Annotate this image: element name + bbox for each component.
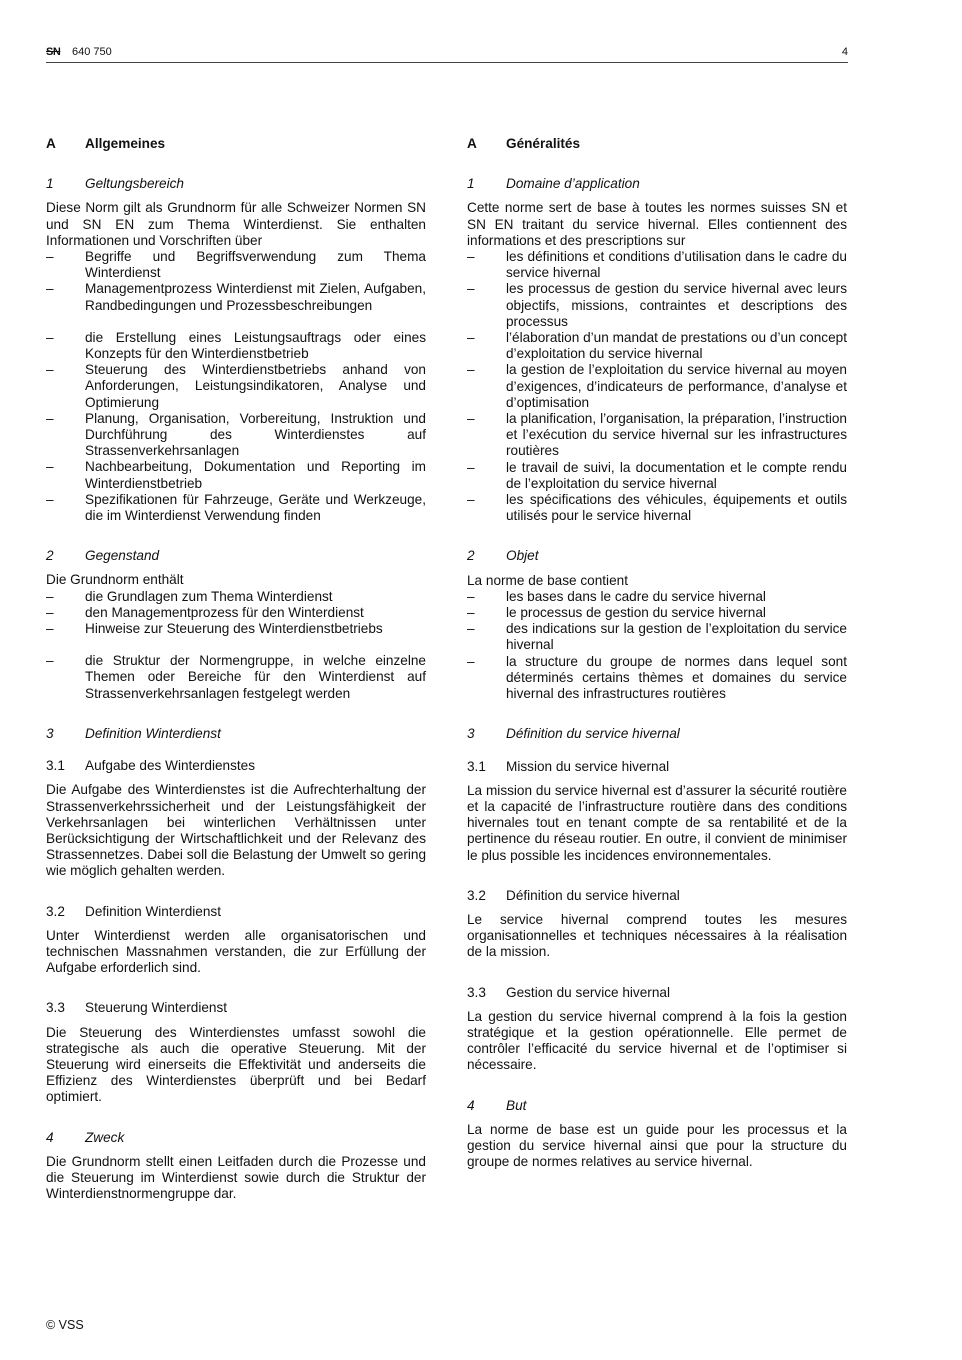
- dash-bullet-icon: –: [467, 281, 475, 297]
- list-item: [46, 281, 426, 313]
- section-number: 2: [467, 548, 475, 564]
- section-intro: La norme de base contient: [467, 572, 628, 588]
- dash-bullet-icon: –: [467, 492, 475, 508]
- list-item: [467, 281, 847, 330]
- document-number: 640 750: [72, 46, 112, 58]
- sn-logo: SN: [46, 46, 61, 58]
- list-item-text: des indications sur la gestion de l’exploitation du service hivernal: [506, 621, 847, 653]
- dash-bullet-icon: –: [467, 621, 475, 637]
- list-item: [46, 589, 426, 605]
- list-item: [46, 330, 426, 362]
- subsection-heading: [46, 758, 426, 774]
- list-item-text: die Struktur der Normengruppe, in welche einzelne Themen oder Bereiche für den Winterdienst auf Strassenverkehrsanlagen festgelegt werden: [85, 653, 426, 701]
- dash-bullet-icon: –: [46, 249, 54, 265]
- copyright-footer: © VSS: [46, 1318, 84, 1332]
- list-item-text: die Grundlagen zum Thema Winterdienst: [85, 588, 333, 604]
- subsection-heading: [46, 904, 426, 920]
- list-item: [46, 653, 426, 702]
- dash-bullet-icon: –: [46, 329, 54, 345]
- list-item: [467, 605, 847, 621]
- subsection-number: 3.1: [46, 758, 65, 774]
- dash-bullet-icon: –: [467, 588, 475, 604]
- section-number: 3: [467, 726, 475, 742]
- paragraph: Die Steuerung des Winterdienstes umfasst sowohl die strategische als auch die operative Steuerung. Mit der Steuerung wird einerseits die Effektivität und anderseits die Effizienz des Winterdienstes überprüft und bei Bedarf optimiert.: [46, 1024, 426, 1105]
- subsection-heading: [467, 985, 847, 1001]
- list-item: [467, 249, 847, 281]
- section-title: But: [506, 1097, 527, 1113]
- list-item: [46, 411, 426, 460]
- part-number: A: [467, 136, 477, 151]
- list-item: [467, 362, 847, 411]
- section-number: 2: [46, 548, 54, 564]
- section-number: 1: [467, 176, 475, 192]
- section-title: Domaine d’application: [506, 176, 640, 192]
- section-heading: [46, 548, 426, 564]
- paragraph: La gestion du service hivernal comprend à la fois la gestion stratégique et la gestion opérationnelle. Elle permet de contrôler l’efficacité du service hivernal et de l’optimiser si nécessaire.: [467, 1008, 847, 1073]
- list-item: [46, 249, 426, 281]
- list-item-text: Planung, Organisation, Vorbereitung, Instruktion und Durchführung des Winterdienstes auf Strassenverkehrsanlagen: [85, 410, 426, 459]
- bullet-list: [46, 589, 426, 702]
- list-item-text: l’élaboration d’un mandat de prestations ou d’un concept d’exploitation du service hivernal: [506, 330, 847, 362]
- list-item: [46, 605, 426, 621]
- section-number: 1: [46, 176, 54, 192]
- paragraph: Die Grundnorm stellt einen Leitfaden durch die Prozesse und die Steuerung im Winterdienst sowie durch die Struktur der Winterdienstnormengruppe dar.: [46, 1153, 426, 1202]
- section-title: Objet: [506, 548, 539, 564]
- part-heading: [467, 136, 847, 152]
- subsection-title: Definition Winterdienst: [85, 903, 221, 919]
- list-item-text: les processus de gestion du service hivernal avec leurs objectifs, missions, contraintes et descriptions des processus: [506, 281, 847, 329]
- dash-bullet-icon: –: [467, 459, 475, 475]
- part-title: Allgemeines: [85, 136, 166, 151]
- list-item: [46, 492, 426, 524]
- subsection-number: 3.2: [46, 903, 65, 919]
- part-heading: [46, 136, 426, 152]
- list-item-text: la structure du groupe de normes dans lequel sont déterminés certains thèmes et domaines du service hivernal des infrastructures routières: [506, 653, 847, 702]
- dash-bullet-icon: –: [46, 281, 54, 297]
- paragraph: Le service hivernal comprend toutes les mesures organisationnelles et techniques nécessaires à la réalisation de la mission.: [467, 911, 847, 960]
- list-item: [467, 492, 847, 524]
- list-item: [467, 589, 847, 605]
- dash-bullet-icon: –: [467, 653, 475, 669]
- subsection-number: 3.3: [46, 1000, 65, 1016]
- section-number: 3: [46, 725, 54, 741]
- subsection-title: Aufgabe des Winterdienstes: [85, 758, 256, 774]
- section-title: Zweck: [85, 1129, 125, 1145]
- section-intro: Diese Norm gilt als Grundnorm für alle Schweizer Normen SN und SN EN zum Thema Winterdienst. Sie enthalten Informationen und Vorschriften über: [46, 200, 426, 248]
- subsection-heading: [467, 888, 847, 904]
- list-item-text: Steuerung des Winterdienstbetriebs anhand von Anforderungen, Leistungsindikatoren, Analyse und Optimierung: [85, 362, 426, 410]
- paragraph: Die Aufgabe des Winterdienstes ist die Aufrechterhaltung der Strassenverkehrssicherheit und der Leistungsfähigkeit der Verkehrsanlagen bei winterlichen Verhältnissen unter Berücksichtigung der Wirtschaftlichkeit und der Relevanz des Strassennetzes. Dabei soll die Belastung der Umwelt so gering wie möglich gehalten werden.: [46, 782, 426, 879]
- section-number: 4: [46, 1129, 54, 1145]
- dash-bullet-icon: –: [467, 411, 475, 427]
- list-item: [467, 621, 847, 653]
- list-item-text: den Managementprozess für den Winterdienst: [85, 604, 364, 620]
- dash-bullet-icon: –: [467, 605, 475, 621]
- subsection-title: Steuerung Winterdienst: [85, 1000, 228, 1016]
- list-item: [467, 654, 847, 703]
- bullet-list: [467, 249, 847, 524]
- section-intro: Die Grundnorm enthält: [46, 572, 184, 588]
- dash-bullet-icon: –: [467, 362, 475, 378]
- subsection-heading: [46, 1000, 426, 1016]
- bullet-list: [467, 589, 847, 702]
- list-item: [467, 460, 847, 492]
- section-title: Definition Winterdienst: [85, 725, 221, 741]
- dash-bullet-icon: –: [46, 588, 54, 604]
- page-number: 4: [841, 46, 848, 58]
- paragraph: La norme de base est un guide pour les processus et la gestion du service hivernal ainsi que pour la structure du groupe de normes relatives au service hivernal.: [467, 1121, 847, 1170]
- dash-bullet-icon: –: [46, 621, 54, 637]
- section-heading: [46, 176, 426, 192]
- list-item-text: Nachbearbeitung, Dokumentation und Reporting im Winterdienstbetrieb: [85, 459, 426, 491]
- part-title: Généralités: [506, 136, 581, 151]
- list-item-text: Spezifikationen für Fahrzeuge, Geräte und Werkzeuge, die im Winterdienst Verwendung finden: [85, 491, 426, 524]
- dash-bullet-icon: –: [46, 491, 54, 507]
- part-number: A: [46, 136, 56, 151]
- german-column: [46, 136, 426, 1202]
- section-title: Geltungsbereich: [85, 176, 184, 192]
- section-heading: [467, 726, 847, 742]
- subsection-title: Définition du service hivernal: [506, 887, 680, 903]
- french-column: [467, 136, 847, 1170]
- dash-bullet-icon: –: [46, 410, 54, 426]
- list-item: [467, 330, 847, 362]
- section-heading: [467, 1098, 847, 1114]
- list-item-text: le processus de gestion du service hivernal: [506, 605, 766, 621]
- dash-bullet-icon: –: [467, 330, 475, 346]
- section-heading: [46, 726, 426, 742]
- subsection-number: 3.3: [467, 984, 486, 1000]
- section-number: 4: [467, 1097, 475, 1113]
- list-item-text: la gestion de l’exploitation du service hivernal au moyen d’exigences, d’indicateurs de performance, d’analyse et d’optimisation: [506, 362, 847, 410]
- subsection-number: 3.2: [467, 887, 486, 903]
- section-title: Gegenstand: [85, 548, 160, 564]
- dash-bullet-icon: –: [46, 362, 54, 378]
- list-item: [46, 362, 426, 411]
- dash-bullet-icon: –: [46, 459, 54, 475]
- list-item-text: le travail de suivi, la documentation et le compte rendu de l’exploitation du service hivernal: [506, 459, 847, 491]
- list-item-text: Managementprozess Winterdienst mit Zielen, Aufgaben, Randbedingungen und Prozessbeschreibungen: [85, 281, 426, 313]
- dash-bullet-icon: –: [46, 604, 54, 620]
- list-item: [467, 411, 847, 460]
- list-item-text: Hinweise zur Steuerung des Winterdienstbetriebs: [85, 621, 383, 637]
- list-item-text: die Erstellung eines Leistungsauftrags oder eines Konzepts für den Winterdienstbetrieb: [85, 329, 426, 362]
- paragraph: Unter Winterdienst werden alle organisatorischen und technischen Massnahmen verstanden, die zur Erfüllung der Aufgabe erforderlich sind.: [46, 927, 426, 976]
- section-heading: [467, 548, 847, 564]
- list-item: [46, 459, 426, 491]
- paragraph: La mission du service hivernal est d’assurer la sécurité routière et la capacité de l’infrastructure routière dans des conditions hivernales tout en tenant compte de sa rentabilité et de la pertinence du réseau routier. En outre, il convient de minimiser le plus possible les incidences environnementales.: [467, 782, 847, 863]
- subsection-title: Gestion du service hivernal: [506, 984, 670, 1000]
- list-item-text: Begriffe und Begriffsverwendung zum Thema Winterdienst: [85, 249, 426, 281]
- section-heading: [46, 1130, 426, 1146]
- list-item-text: les spécifications des véhicules, équipements et outils utilisés pour le service hivernal: [506, 492, 847, 524]
- subsection-heading: [467, 759, 847, 775]
- subsection-title: Mission du service hivernal: [506, 758, 670, 774]
- list-item: [46, 621, 426, 637]
- dash-bullet-icon: –: [46, 653, 54, 669]
- section-intro: Cette norme sert de base à toutes les normes suisses SN et SN EN traitant du service hivernal. Elles contiennent des informations et des prescriptions sur: [467, 200, 847, 248]
- bullet-list: [46, 249, 426, 524]
- dash-bullet-icon: –: [467, 249, 475, 265]
- section-heading: [467, 176, 847, 192]
- list-item-text: la planification, l’organisation, la préparation, l’instruction et l’exécution du service hivernal sur les infrastructures routières: [506, 411, 847, 459]
- list-item-text: les bases dans le cadre du service hivernal: [506, 588, 766, 604]
- list-item-text: les définitions et conditions d’utilisation dans le cadre du service hivernal: [506, 249, 847, 281]
- subsection-number: 3.1: [467, 758, 486, 774]
- section-title: Définition du service hivernal: [506, 726, 680, 742]
- page-header: [46, 44, 848, 63]
